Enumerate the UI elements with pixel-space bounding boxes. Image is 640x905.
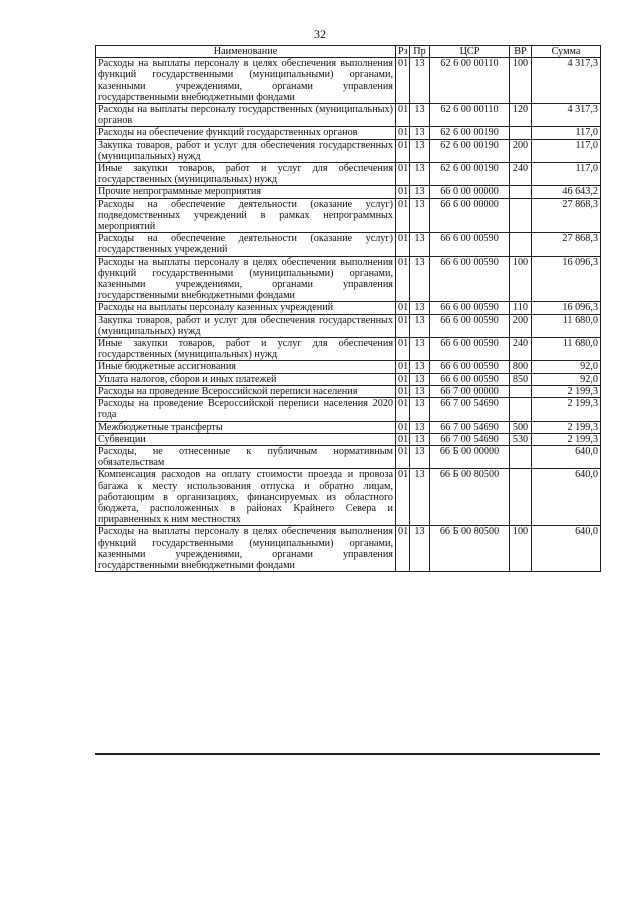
cell-csr: 62 6 00 00190 <box>430 127 510 139</box>
cell-rz: 01 <box>396 127 410 139</box>
table-row <box>96 469 601 526</box>
cell-rz: 01 <box>396 186 410 198</box>
table-row <box>96 127 601 139</box>
cell-rz: 01 <box>396 373 410 385</box>
cell-rz: 01 <box>396 433 410 445</box>
cell-name: Расходы на обеспечение деятельности (оказание услуг) государственных учреждений <box>96 233 396 256</box>
header-vr: ВР <box>510 46 532 58</box>
cell-csr: 66 6 00 00590 <box>430 302 510 314</box>
cell-pr: 13 <box>410 361 430 373</box>
cell-csr: 66 6 00 00590 <box>430 361 510 373</box>
cell-sum: 4 317,3 <box>532 58 601 104</box>
cell-name: Прочие непрограммные мероприятия <box>96 186 396 198</box>
cell-sum: 2 199,3 <box>532 433 601 445</box>
header-pr: Пр <box>410 46 430 58</box>
cell-rz: 01 <box>396 198 410 233</box>
cell-rz: 01 <box>396 385 410 397</box>
cell-name: Закупка товаров, работ и услуг для обеспечения государственных (муниципальных) нужд <box>96 139 396 162</box>
table-row <box>96 58 601 104</box>
cell-pr: 13 <box>410 469 430 526</box>
cell-name: Компенсация расходов на оплату стоимости проезда и провоза багажа к месту использования отпуска и обратно лицам, работающим в организациях, финансируемых из областного бюджета, расположенных в районах Крайнего Севера и приравненных к ним местностях <box>96 469 396 526</box>
cell-rz: 01 <box>396 361 410 373</box>
header-csr: ЦСР <box>430 46 510 58</box>
table-row <box>96 139 601 162</box>
cell-vr: 100 <box>510 256 532 302</box>
cell-pr: 13 <box>410 302 430 314</box>
cell-sum: 27 868,3 <box>532 198 601 233</box>
cell-name: Расходы на выплаты персоналу в целях обеспечения выполнения функций государственными (муниципальными) органами, казенными учреждениями, органами управления государственными внебюджетными фондами <box>96 256 396 302</box>
cell-name: Закупка товаров, работ и услуг для обеспечения государственных (муниципальных) нужд <box>96 314 396 337</box>
cell-sum: 92,0 <box>532 373 601 385</box>
cell-pr: 13 <box>410 233 430 256</box>
bottom-divider <box>95 753 600 755</box>
cell-sum: 640,0 <box>532 469 601 526</box>
cell-csr: 66 7 00 54690 <box>430 433 510 445</box>
cell-name: Субвенции <box>96 433 396 445</box>
cell-pr: 13 <box>410 198 430 233</box>
table-row <box>96 373 601 385</box>
cell-vr <box>510 385 532 397</box>
table-row <box>96 314 601 337</box>
table-row <box>96 361 601 373</box>
cell-name: Расходы на выплаты персоналу в целях обеспечения выполнения функций государственными (муниципальными) органами, казенными учреждениями, органами управления государственными внебюджетными фондами <box>96 58 396 104</box>
cell-csr: 66 Б 00 80500 <box>430 526 510 572</box>
cell-vr <box>510 127 532 139</box>
cell-sum: 117,0 <box>532 163 601 186</box>
cell-rz: 01 <box>396 139 410 162</box>
table-row <box>96 526 601 572</box>
table-row <box>96 104 601 127</box>
cell-pr: 13 <box>410 163 430 186</box>
cell-rz: 01 <box>396 526 410 572</box>
header-sum: Сумма <box>532 46 601 58</box>
cell-name: Иные закупки товаров, работ и услуг для обеспечения государственных (муниципальных) нужд <box>96 338 396 361</box>
cell-sum: 2 199,3 <box>532 385 601 397</box>
cell-pr: 13 <box>410 139 430 162</box>
cell-vr <box>510 398 532 421</box>
cell-vr: 800 <box>510 361 532 373</box>
cell-csr: 66 6 00 00590 <box>430 314 510 337</box>
cell-rz: 01 <box>396 104 410 127</box>
cell-sum: 11 680,0 <box>532 338 601 361</box>
cell-vr: 240 <box>510 338 532 361</box>
cell-pr: 13 <box>410 314 430 337</box>
cell-pr: 13 <box>410 526 430 572</box>
cell-pr: 13 <box>410 104 430 127</box>
cell-csr: 66 Б 00 80500 <box>430 469 510 526</box>
cell-name: Расходы на выплаты персоналу казенных учреждений <box>96 302 396 314</box>
cell-name: Расходы на проведение Всероссийской переписи населения 2020 года <box>96 398 396 421</box>
cell-pr: 13 <box>410 338 430 361</box>
cell-pr: 13 <box>410 58 430 104</box>
table-row <box>96 198 601 233</box>
cell-csr: 66 6 00 00590 <box>430 233 510 256</box>
cell-csr: 66 7 00 54690 <box>430 398 510 421</box>
cell-name: Расходы на выплаты персоналу государственных (муниципальных) органов <box>96 104 396 127</box>
cell-sum: 640,0 <box>532 445 601 468</box>
table-row <box>96 445 601 468</box>
cell-rz: 01 <box>396 163 410 186</box>
cell-rz: 01 <box>396 338 410 361</box>
cell-name: Расходы на проведение Всероссийской переписи населения <box>96 385 396 397</box>
cell-rz: 01 <box>396 398 410 421</box>
cell-sum: 16 096,3 <box>532 256 601 302</box>
cell-rz: 01 <box>396 58 410 104</box>
table-row <box>96 385 601 397</box>
cell-csr: 66 7 00 54690 <box>430 421 510 433</box>
table-row <box>96 421 601 433</box>
cell-rz: 01 <box>396 445 410 468</box>
cell-pr: 13 <box>410 186 430 198</box>
cell-name: Расходы на обеспечение деятельности (оказание услуг) подведомственных учреждений в рамках непрограммных мероприятий <box>96 198 396 233</box>
cell-sum: 92,0 <box>532 361 601 373</box>
cell-pr: 13 <box>410 398 430 421</box>
cell-vr: 850 <box>510 373 532 385</box>
cell-vr <box>510 445 532 468</box>
cell-rz: 01 <box>396 302 410 314</box>
cell-pr: 13 <box>410 433 430 445</box>
cell-pr: 13 <box>410 127 430 139</box>
cell-name: Иные бюджетные ассигнования <box>96 361 396 373</box>
cell-name: Расходы, не отнесенные к публичным нормативным обязательствам <box>96 445 396 468</box>
cell-rz: 01 <box>396 421 410 433</box>
cell-sum: 2 199,3 <box>532 398 601 421</box>
cell-vr: 110 <box>510 302 532 314</box>
cell-vr: 200 <box>510 314 532 337</box>
cell-pr: 13 <box>410 421 430 433</box>
cell-sum: 117,0 <box>532 127 601 139</box>
cell-rz: 01 <box>396 469 410 526</box>
table-row <box>96 233 601 256</box>
cell-sum: 4 317,3 <box>532 104 601 127</box>
table-header-row <box>96 46 601 58</box>
cell-csr: 66 6 00 00590 <box>430 338 510 361</box>
cell-sum: 117,0 <box>532 139 601 162</box>
cell-vr: 240 <box>510 163 532 186</box>
cell-rz: 01 <box>396 314 410 337</box>
cell-name: Межбюджетные трансферты <box>96 421 396 433</box>
cell-vr: 200 <box>510 139 532 162</box>
cell-vr: 530 <box>510 433 532 445</box>
cell-vr <box>510 233 532 256</box>
table-row <box>96 302 601 314</box>
cell-vr <box>510 186 532 198</box>
table-row <box>96 338 601 361</box>
cell-csr: 66 Б 00 00000 <box>430 445 510 468</box>
cell-vr: 100 <box>510 58 532 104</box>
cell-rz: 01 <box>396 233 410 256</box>
table-row <box>96 186 601 198</box>
cell-csr: 66 7 00 00000 <box>430 385 510 397</box>
cell-name: Расходы на обеспечение функций государственных органов <box>96 127 396 139</box>
header-name: Наименование <box>96 46 396 58</box>
cell-csr: 62 6 00 00190 <box>430 163 510 186</box>
table-row <box>96 163 601 186</box>
cell-csr: 66 6 00 00590 <box>430 373 510 385</box>
cell-pr: 13 <box>410 373 430 385</box>
cell-vr <box>510 469 532 526</box>
cell-name: Иные закупки товаров, работ и услуг для обеспечения государственных (муниципальных) нужд <box>96 163 396 186</box>
cell-sum: 27 868,3 <box>532 233 601 256</box>
cell-csr: 66 6 00 00590 <box>430 256 510 302</box>
cell-name: Уплата налогов, сборов и иных платежей <box>96 373 396 385</box>
cell-sum: 11 680,0 <box>532 314 601 337</box>
cell-sum: 46 643,2 <box>532 186 601 198</box>
cell-csr: 66 6 00 00000 <box>430 198 510 233</box>
cell-vr: 500 <box>510 421 532 433</box>
cell-pr: 13 <box>410 385 430 397</box>
cell-csr: 62 6 00 00110 <box>430 104 510 127</box>
table-row <box>96 433 601 445</box>
budget-table <box>95 45 601 572</box>
cell-csr: 62 6 00 00110 <box>430 58 510 104</box>
cell-csr: 66 0 00 00000 <box>430 186 510 198</box>
cell-vr: 100 <box>510 526 532 572</box>
cell-sum: 640,0 <box>532 526 601 572</box>
cell-rz: 01 <box>396 256 410 302</box>
table-row <box>96 256 601 302</box>
cell-pr: 13 <box>410 256 430 302</box>
cell-sum: 2 199,3 <box>532 421 601 433</box>
cell-vr: 120 <box>510 104 532 127</box>
cell-pr: 13 <box>410 445 430 468</box>
cell-sum: 16 096,3 <box>532 302 601 314</box>
cell-vr <box>510 198 532 233</box>
cell-csr: 62 6 00 00190 <box>430 139 510 162</box>
table-row <box>96 398 601 421</box>
header-rz: Рз <box>396 46 410 58</box>
page-number: 32 <box>314 27 326 41</box>
cell-name: Расходы на выплаты персоналу в целях обеспечения выполнения функций государственными (муниципальными) органами, казенными учреждениями, органами управления государственными внебюджетными фондами <box>96 526 396 572</box>
